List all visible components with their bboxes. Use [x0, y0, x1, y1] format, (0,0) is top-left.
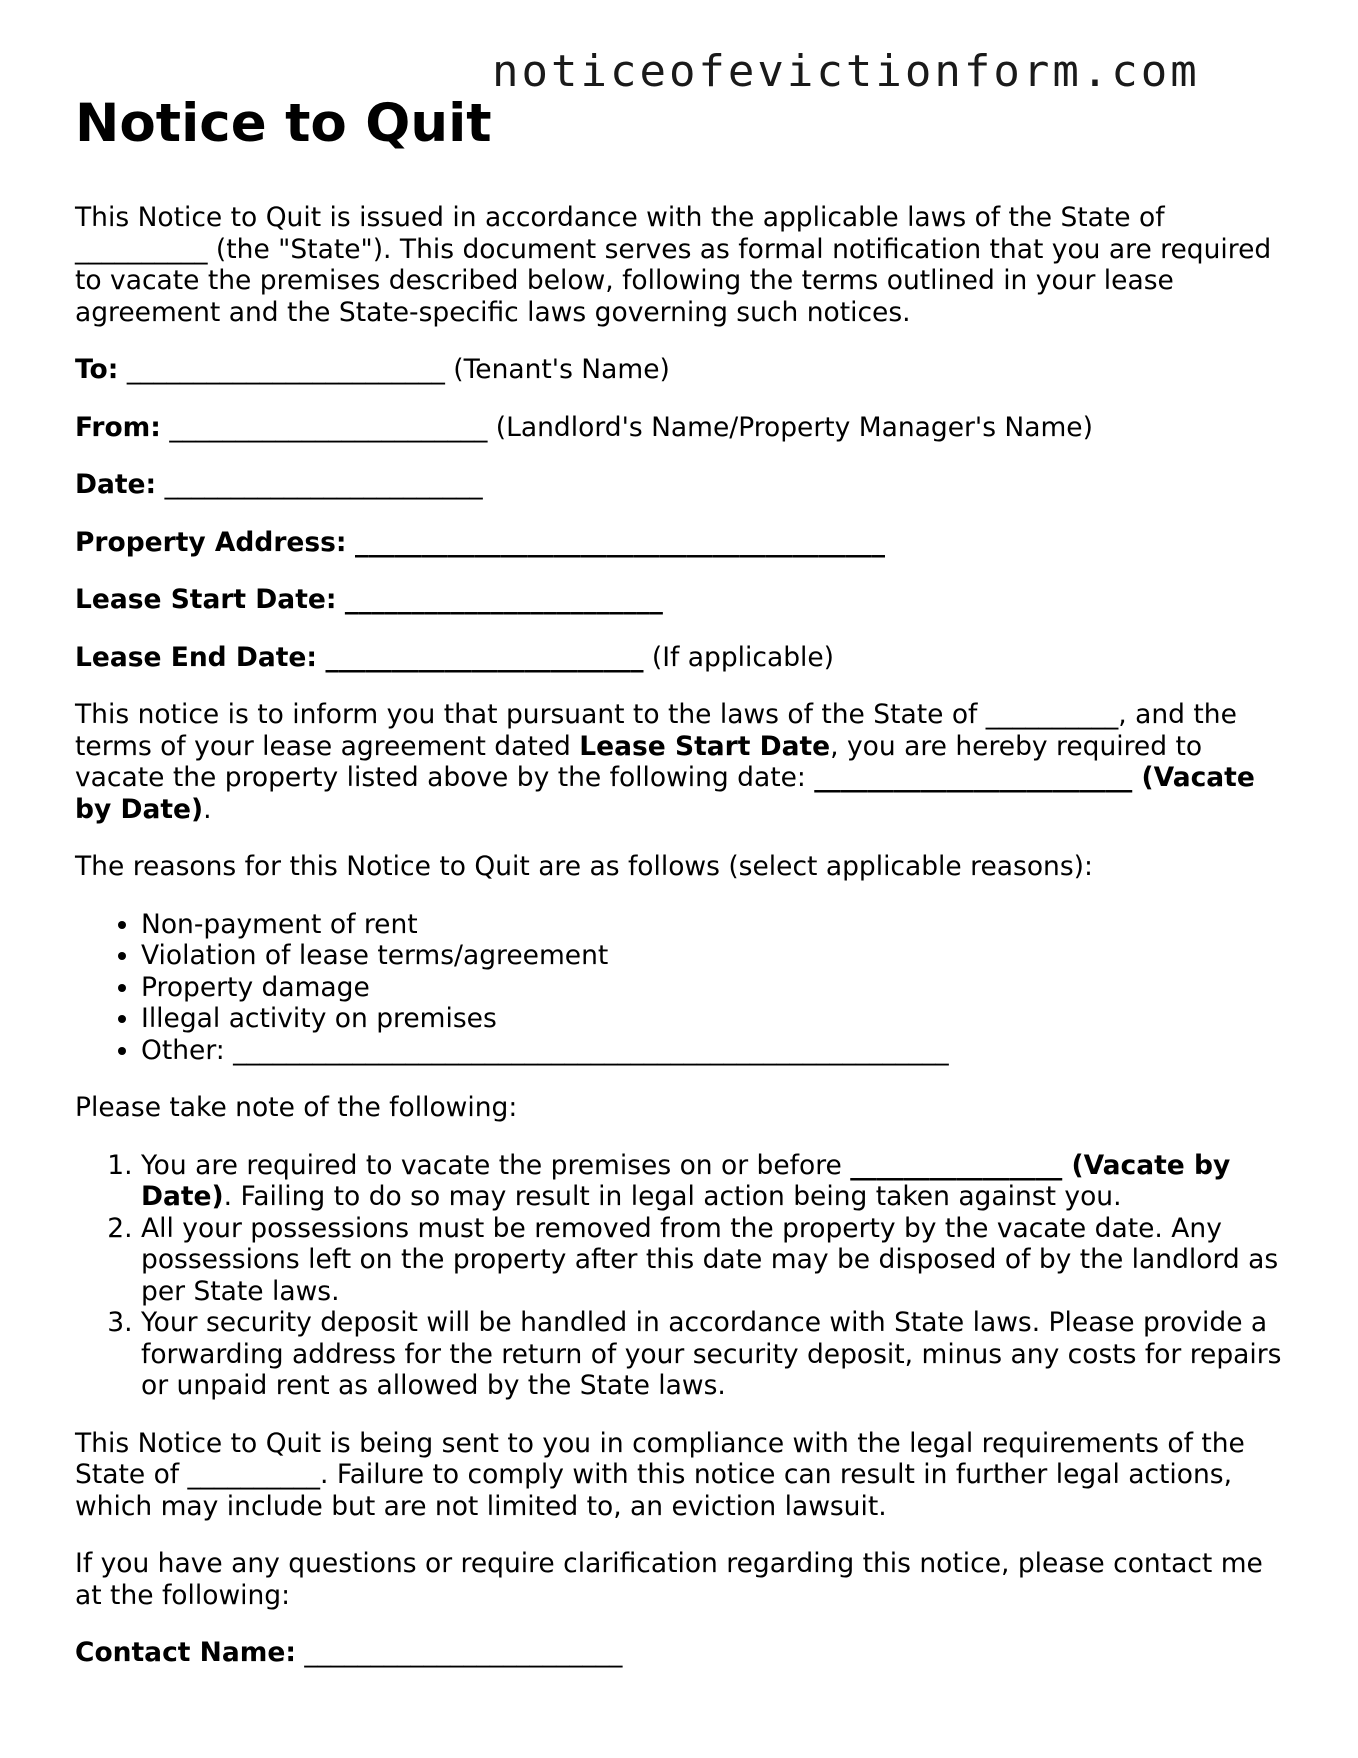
reason-item: • Other: ______________________________________________________ [141, 1035, 1290, 1067]
notice-text-3: . [203, 793, 212, 825]
notice-vacate-date[interactable]: ________________________ (Vacate by Date) [75, 762, 1255, 825]
note-1-text-1: You are required to vacate the premises on or before [141, 1149, 851, 1181]
notice-paragraph [75, 699, 1290, 825]
notes-list [75, 1150, 1290, 1402]
field-from-hint: (Landlord's Name/Property Manager's Name) [495, 411, 1093, 443]
note-item: 3. Your security deposit will be handled in accordance with State laws. Please provide a forwarding address for the return of your security deposit, minus any costs for repairs or unpaid rent as allowed by the State laws. [141, 1307, 1290, 1402]
notice-text-1: This notice is to inform you that pursuant to the laws of the State of __________, and the terms of your lease agreement dated [75, 699, 1237, 762]
note-1-vacate-date[interactable]: ________________ (Vacate by Date) [141, 1149, 1231, 1212]
field-from [75, 412, 1290, 444]
field-property-address [75, 527, 1290, 559]
reason-item: • Property damage [141, 972, 1290, 1004]
note-intro: Please take note of the following: [75, 1092, 518, 1123]
page-title: Notice to Quit [75, 93, 492, 154]
field-from-blank[interactable]: ________________________ [169, 411, 488, 443]
intro-paragraph: This Notice to Quit is issued in accordance with the applicable laws of the State of __________ (the "State"). This document serves as formal notification that you are required to vacate the premises described below, following the terms outlined in your lease agreement and the State-specific laws governing such notices. [75, 202, 1272, 328]
field-to-label: To: [75, 354, 119, 385]
reasons-intro: The reasons for this Notice to Quit are as follows (select applicable reasons): [75, 851, 1093, 882]
notice-lease-start-ref: Lease Start Date [579, 730, 831, 762]
watermark: noticeofevictionform.com [492, 46, 1200, 97]
note-item [141, 1150, 1290, 1213]
field-lease-start [75, 584, 1290, 616]
field-contact-name-blank[interactable]: ________________________ [304, 1637, 623, 1668]
field-from-label: From: [75, 411, 161, 443]
field-property-address-label: Property Address: [75, 526, 347, 558]
reason-item: • Violation of lease terms/agreement [141, 940, 1290, 972]
document-body [75, 92, 1290, 1695]
field-property-address-blank[interactable]: ________________________________________ [354, 526, 885, 558]
reason-item: • Non-payment of rent [141, 909, 1290, 941]
field-contact-name [75, 1637, 1290, 1669]
reasons-list [75, 909, 1290, 1067]
field-lease-end-hint: (If applicable) [651, 641, 835, 673]
field-to-hint: (Tenant's Name) [453, 354, 670, 385]
notice-text-2: , you are hereby required to vacate the property listed above by the following date: [75, 730, 1203, 793]
field-to-blank[interactable]: ________________________ [126, 354, 445, 385]
field-to [75, 354, 1290, 386]
field-contact-name-label: Contact Name: [75, 1637, 296, 1668]
compliance-paragraph: This Notice to Quit is being sent to you in compliance with the legal requirements of the State of __________. Failure to comply with this notice can result in further legal actions, which may include but are not limited to, an eviction lawsuit. [75, 1427, 1245, 1522]
note-1-text-2: . Failing to do so may result in legal action being taken against you. [223, 1181, 1122, 1212]
reason-item: • Illegal activity on premises [141, 1003, 1290, 1035]
field-lease-end-label: Lease End Date: [75, 641, 317, 673]
field-lease-start-blank[interactable]: ________________________ [344, 584, 663, 615]
contact-intro: If you have any questions or require clarification regarding this notice, please contact me at the following: [75, 1548, 1263, 1611]
field-lease-end-blank[interactable]: ________________________ [325, 641, 644, 673]
field-date-label: Date: [75, 469, 157, 500]
field-lease-end [75, 642, 1290, 674]
field-lease-start-label: Lease Start Date: [75, 584, 337, 615]
note-item: 2. All your possessions must be removed from the property by the vacate date. Any possessions left on the property after this date may be disposed of by the landlord as per State laws. [141, 1213, 1290, 1308]
field-date-blank[interactable]: ________________________ [164, 469, 483, 500]
field-date [75, 469, 1290, 501]
